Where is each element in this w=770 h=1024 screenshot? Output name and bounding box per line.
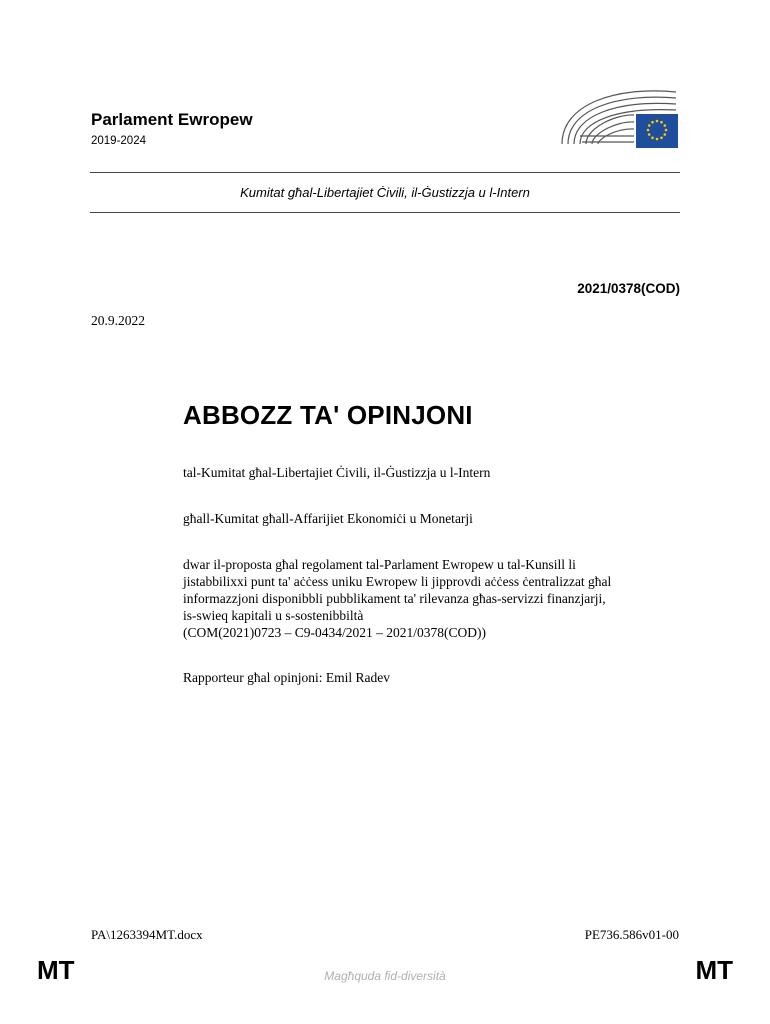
procedure-number: 2021/0378(COD) (577, 281, 680, 296)
institution-name: Parlament Ewropew (91, 110, 253, 129)
procedure-reference: (COM(2021)0723 – C9-0434/2021 – 2021/0378(COD)) (183, 625, 486, 640)
european-parliament-logo (556, 84, 680, 152)
subject-line: jistabbilixxi punt ta' aċċess uniku Ewropew li jipprovdi aċċess ċentralizzat għal (183, 574, 612, 589)
rapporteur: Rapporteur għal opinjoni: Emil Radev (183, 670, 390, 685)
subject-line: is-swieq kapitali u s-sostenibbiltà (183, 608, 364, 623)
language-code-right: MT (695, 955, 733, 985)
language-code-left: MT (37, 955, 75, 985)
footer-pe-number: PE736.586v01-00 (584, 927, 679, 942)
subject-line: dwar il-proposta għal regolament tal-Parlament Ewropew u tal-Kunsill li (183, 557, 576, 572)
committee-name: Kumitat għal-Libertajiet Ċivili, il-Ġustizzja u l-Intern (240, 185, 530, 200)
subject-line: informazzjoni disponibbli pubblikament ta' rilevanza għas-servizzi finanzjarji, (183, 591, 606, 606)
for-committee: għall-Kumitat għall-Affarijiet Ekonomiċi u Monetarji (183, 511, 473, 526)
subject-text (183, 556, 693, 624)
header-divider-bottom (90, 212, 680, 213)
parliamentary-term: 2019-2024 (91, 135, 146, 147)
eu-flag-icon (636, 114, 678, 148)
eu-motto: Magħquda fid-diversità (324, 969, 446, 983)
from-committee: tal-Kumitat għal-Libertajiet Ċivili, il-Ġustizzja u l-Intern (183, 465, 491, 480)
document-title: ABBOZZ TA' OPINJONI (183, 400, 473, 430)
document-date: 20.9.2022 (91, 313, 145, 328)
header-divider-top (90, 172, 680, 173)
footer-file-name: PA\1263394MT.docx (91, 927, 203, 942)
